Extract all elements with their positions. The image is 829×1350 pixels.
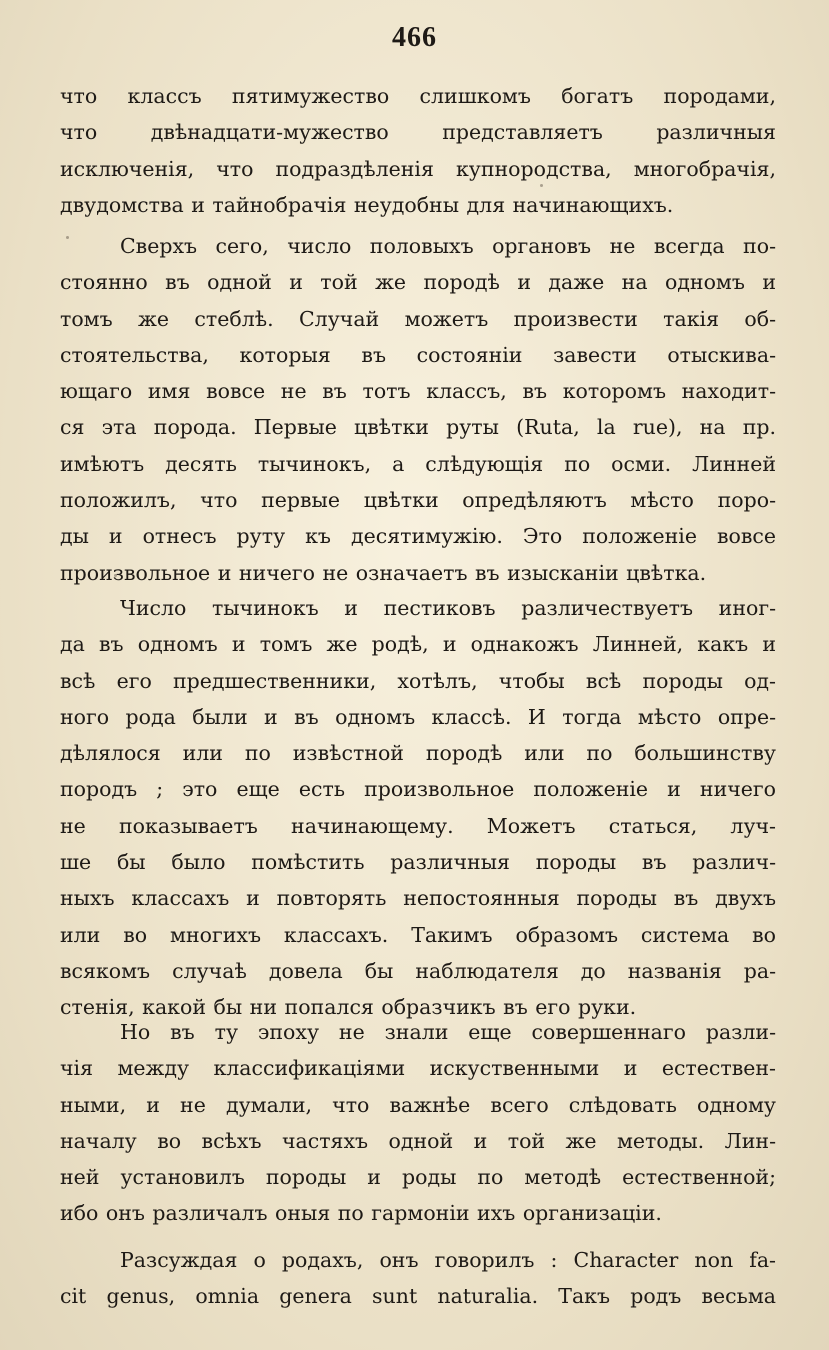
text-line: не показываетъ начинающему. Можетъ статься, луч- (60, 813, 776, 838)
text-line: Но въ ту эпоху не знали еще совершеннаго разли- (120, 1020, 776, 1044)
body-text (60, 1242, 776, 1315)
body-text (60, 1014, 776, 1232)
text-line: ше бы было помѣстить различныя породы въ различ- (60, 850, 776, 875)
paper-speck (540, 184, 543, 187)
text-line: ней установилъ породы и роды по методѣ естественной; (60, 1165, 776, 1190)
page-number: 466 (392, 22, 437, 53)
text-line: исключенія, что подраздѣленія купнородства, многобрачія, (60, 156, 776, 181)
text-line: породъ ; это еще есть произвольное положеніе и ничего (60, 777, 776, 802)
text-line: ныхъ классахъ и повторять непостоянныя породы въ двухъ (60, 886, 776, 911)
text-line: ющаго имя вовсе не въ тотъ классъ, въ которомъ находит- (60, 379, 776, 404)
body-text (60, 228, 776, 591)
paragraph-4 (60, 1014, 776, 1232)
text-line: дѣлялося или по извѣстной породѣ или по большинству (60, 741, 776, 766)
text-line: всѣ его предшественники, хотѣлъ, чтобы всѣ породы од- (60, 668, 776, 693)
text-line: ными, и не думали, что важнѣе всего слѣдовать одному (60, 1092, 776, 1117)
text-line: что классъ пятимужество слишкомъ богатъ породами, (60, 84, 776, 108)
paragraph-2 (60, 228, 776, 591)
paragraph-3 (60, 590, 776, 1026)
text-line: ибо онъ различалъ оныя по гармоніи ихъ организаціи. (60, 1201, 662, 1226)
text-line: или во многихъ классахъ. Такимъ образомъ система во (60, 922, 776, 947)
paragraph-1 (60, 78, 776, 223)
paragraph-5 (60, 1242, 776, 1315)
text-line: ся эта порода. Первые цвѣтки руты (Ruta, la rue), на пр. (60, 415, 776, 440)
text-line: всякомъ случаѣ довела бы наблюдателя до названія ра- (60, 958, 776, 983)
text-line: двудомства и тайнобрачія неудобны для начинающихъ. (60, 192, 674, 217)
text-line: томъ же стеблѣ. Случай можетъ произвести такія об- (60, 306, 776, 331)
text-line: чія между классификаціями искуственными и естествен- (60, 1056, 776, 1081)
paper-speck (114, 574, 117, 577)
text-line: стоянно въ одной и той же породѣ и даже на одномъ и (60, 270, 776, 295)
text-line: началу во всѣхъ частяхъ одной и той же методы. Лин- (60, 1128, 776, 1153)
text-line: Разсуждая о родахъ, онъ говорилъ : Character non fa- (120, 1248, 776, 1272)
text-line: cit genus, omnia genera sunt naturalia. Такъ родъ весьма (60, 1284, 776, 1309)
text-line: стенія, какой бы ни попался образчикъ въ его руки. (60, 995, 637, 1020)
text-line: ды и отнесъ руту къ десятимужію. Это положеніе вовсе (60, 524, 776, 549)
text-line: положилъ, что первые цвѣтки опредѣляютъ мѣсто поро- (60, 488, 776, 513)
body-text (60, 78, 776, 223)
text-line: произвольное и ничего не означаетъ въ изысканіи цвѣтка. (60, 560, 707, 585)
text-line: Число тычинокъ и пестиковъ различествуетъ иног- (120, 596, 776, 620)
text-line: ного рода были и въ одномъ классѣ. И тогда мѣсто опре- (60, 704, 776, 729)
paper-speck (66, 236, 69, 239)
text-line: да въ одномъ и томъ же родѣ, и однакожъ Линней, какъ и (60, 632, 776, 657)
text-line: имѣютъ десять тычинокъ, а слѣдующія по осми. Линней (60, 451, 776, 476)
text-line: что двѣнадцати-мужество представляетъ различныя (60, 120, 776, 145)
text-line: стоятельства, которыя въ состояніи завести отыскива- (60, 342, 776, 367)
body-text (60, 590, 776, 1026)
text-line: Сверхъ сего, число половыхъ органовъ не всегда по- (120, 234, 776, 258)
